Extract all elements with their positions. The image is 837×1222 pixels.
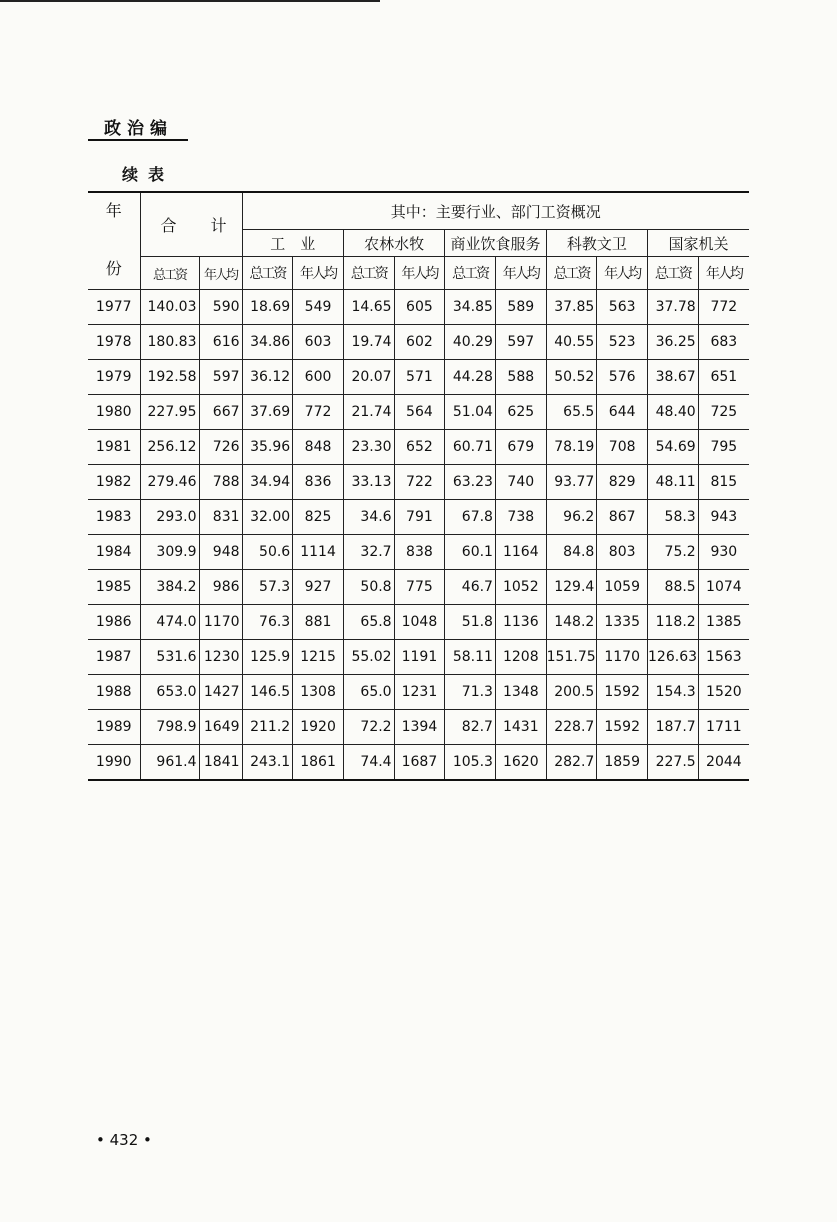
table-row	[88, 290, 749, 325]
value-cell: 772	[293, 395, 344, 430]
value-cell: 791	[394, 500, 445, 535]
value-cell: 293.0	[140, 500, 199, 535]
value-cell: 930	[698, 535, 749, 570]
value-cell: 129.4	[546, 570, 597, 605]
value-cell: 798.9	[140, 710, 199, 745]
value-cell: 21.74	[343, 395, 394, 430]
value-cell: 829	[597, 465, 648, 500]
year-cell: 1981	[88, 430, 140, 465]
value-cell: 65.5	[546, 395, 597, 430]
value-cell: 589	[495, 290, 546, 325]
value-cell: 256.12	[140, 430, 199, 465]
value-cell: 651	[698, 360, 749, 395]
value-cell: 600	[293, 360, 344, 395]
value-cell: 37.78	[648, 290, 699, 325]
year-cell: 1988	[88, 675, 140, 710]
value-cell: 180.83	[140, 325, 199, 360]
value-cell: 18.69	[242, 290, 293, 325]
sub-header-per-capita: 年人均	[495, 257, 546, 290]
sub-header-total-wage: 总工资	[546, 257, 597, 290]
table-row	[88, 710, 749, 745]
value-cell: 118.2	[648, 605, 699, 640]
value-cell: 563	[597, 290, 648, 325]
value-cell: 597	[199, 360, 242, 395]
page-number: • 432 •	[96, 1131, 152, 1149]
table-row	[88, 535, 749, 570]
value-cell: 597	[495, 325, 546, 360]
top-rule	[0, 0, 380, 2]
value-cell: 1230	[199, 640, 242, 675]
value-cell: 93.77	[546, 465, 597, 500]
value-cell: 1048	[394, 605, 445, 640]
year-cell: 1984	[88, 535, 140, 570]
value-cell: 36.25	[648, 325, 699, 360]
value-cell: 1052	[495, 570, 546, 605]
value-cell: 38.67	[648, 360, 699, 395]
group-header-commerce: 商业饮食服务	[445, 230, 546, 257]
value-cell: 943	[698, 500, 749, 535]
value-cell: 549	[293, 290, 344, 325]
value-cell: 126.63	[648, 640, 699, 675]
value-cell: 1136	[495, 605, 546, 640]
value-cell: 795	[698, 430, 749, 465]
value-cell: 78.19	[546, 430, 597, 465]
value-cell: 867	[597, 500, 648, 535]
value-cell: 772	[698, 290, 749, 325]
value-cell: 1861	[293, 745, 344, 781]
value-cell: 279.46	[140, 465, 199, 500]
value-cell: 1394	[394, 710, 445, 745]
year-cell: 1985	[88, 570, 140, 605]
value-cell: 961.4	[140, 745, 199, 781]
value-cell: 148.2	[546, 605, 597, 640]
value-cell: 576	[597, 360, 648, 395]
value-cell: 51.8	[445, 605, 496, 640]
value-cell: 82.7	[445, 710, 496, 745]
value-cell: 55.02	[343, 640, 394, 675]
value-cell: 140.03	[140, 290, 199, 325]
value-cell: 192.58	[140, 360, 199, 395]
value-cell: 531.6	[140, 640, 199, 675]
year-cell: 1979	[88, 360, 140, 395]
value-cell: 228.7	[546, 710, 597, 745]
sub-header-total-wage: 总工资	[140, 257, 199, 290]
value-cell: 1164	[495, 535, 546, 570]
value-cell: 146.5	[242, 675, 293, 710]
value-cell: 1215	[293, 640, 344, 675]
table-row	[88, 640, 749, 675]
value-cell: 34.86	[242, 325, 293, 360]
value-cell: 1520	[698, 675, 749, 710]
value-cell: 74.4	[343, 745, 394, 781]
table-row	[88, 570, 749, 605]
value-cell: 65.0	[343, 675, 394, 710]
value-cell: 831	[199, 500, 242, 535]
sub-header-per-capita: 年人均	[597, 257, 648, 290]
value-cell: 71.3	[445, 675, 496, 710]
value-cell: 708	[597, 430, 648, 465]
value-cell: 1687	[394, 745, 445, 781]
value-cell: 125.9	[242, 640, 293, 675]
value-cell: 1335	[597, 605, 648, 640]
value-cell: 1620	[495, 745, 546, 781]
value-cell: 65.8	[343, 605, 394, 640]
value-cell: 825	[293, 500, 344, 535]
value-cell: 523	[597, 325, 648, 360]
value-cell: 1191	[394, 640, 445, 675]
total-group-header: 合计	[140, 192, 242, 257]
year-cell: 1977	[88, 290, 140, 325]
group-header-government: 国家机关	[648, 230, 749, 257]
value-cell: 1231	[394, 675, 445, 710]
table-row	[88, 395, 749, 430]
year-cell: 1980	[88, 395, 140, 430]
value-cell: 788	[199, 465, 242, 500]
value-cell: 75.2	[648, 535, 699, 570]
value-cell: 211.2	[242, 710, 293, 745]
value-cell: 1711	[698, 710, 749, 745]
value-cell: 602	[394, 325, 445, 360]
value-cell: 384.2	[140, 570, 199, 605]
sub-header-total-wage: 总工资	[445, 257, 496, 290]
value-cell: 652	[394, 430, 445, 465]
value-cell: 725	[698, 395, 749, 430]
value-cell: 1592	[597, 675, 648, 710]
value-cell: 36.12	[242, 360, 293, 395]
value-cell: 1431	[495, 710, 546, 745]
year-cell: 1987	[88, 640, 140, 675]
value-cell: 603	[293, 325, 344, 360]
value-cell: 37.85	[546, 290, 597, 325]
sub-header-per-capita: 年人均	[394, 257, 445, 290]
value-cell: 1114	[293, 535, 344, 570]
value-cell: 282.7	[546, 745, 597, 781]
value-cell: 667	[199, 395, 242, 430]
value-cell: 72.2	[343, 710, 394, 745]
section-title: 政治编	[104, 119, 173, 139]
value-cell: 34.6	[343, 500, 394, 535]
value-cell: 683	[698, 325, 749, 360]
value-cell: 48.11	[648, 465, 699, 500]
value-cell: 37.69	[242, 395, 293, 430]
value-cell: 243.1	[242, 745, 293, 781]
value-cell: 571	[394, 360, 445, 395]
value-cell: 564	[394, 395, 445, 430]
value-cell: 32.7	[343, 535, 394, 570]
value-cell: 60.1	[445, 535, 496, 570]
year-cell: 1986	[88, 605, 140, 640]
value-cell: 927	[293, 570, 344, 605]
value-cell: 63.23	[445, 465, 496, 500]
value-cell: 738	[495, 500, 546, 535]
table-row	[88, 675, 749, 710]
value-cell: 1563	[698, 640, 749, 675]
value-cell: 227.5	[648, 745, 699, 781]
value-cell: 881	[293, 605, 344, 640]
value-cell: 836	[293, 465, 344, 500]
year-cell: 1990	[88, 745, 140, 781]
value-cell: 625	[495, 395, 546, 430]
section-title-underline	[88, 139, 188, 141]
table-row	[88, 500, 749, 535]
sub-header-total-wage: 总工资	[242, 257, 293, 290]
table-body	[88, 290, 749, 781]
table-row	[88, 465, 749, 500]
value-cell: 200.5	[546, 675, 597, 710]
value-cell: 848	[293, 430, 344, 465]
value-cell: 1074	[698, 570, 749, 605]
value-cell: 33.13	[343, 465, 394, 500]
value-cell: 1649	[199, 710, 242, 745]
wage-table	[88, 191, 749, 781]
value-cell: 838	[394, 535, 445, 570]
value-cell: 644	[597, 395, 648, 430]
group-header-agriculture: 农林水牧	[343, 230, 444, 257]
value-cell: 1208	[495, 640, 546, 675]
continued-label: 续表	[122, 165, 175, 184]
value-cell: 474.0	[140, 605, 199, 640]
value-cell: 67.8	[445, 500, 496, 535]
value-cell: 151.75	[546, 640, 597, 675]
value-cell: 48.40	[648, 395, 699, 430]
value-cell: 57.3	[242, 570, 293, 605]
value-cell: 50.52	[546, 360, 597, 395]
value-cell: 726	[199, 430, 242, 465]
value-cell: 1859	[597, 745, 648, 781]
value-cell: 84.8	[546, 535, 597, 570]
table-row	[88, 325, 749, 360]
sector-overview-header: 其中：主要行业、部门工资概况	[242, 192, 749, 230]
value-cell: 34.94	[242, 465, 293, 500]
value-cell: 50.6	[242, 535, 293, 570]
value-cell: 40.29	[445, 325, 496, 360]
value-cell: 986	[199, 570, 242, 605]
value-cell: 51.04	[445, 395, 496, 430]
sub-header-per-capita: 年人均	[293, 257, 344, 290]
value-cell: 1170	[597, 640, 648, 675]
value-cell: 309.9	[140, 535, 199, 570]
year-cell: 1978	[88, 325, 140, 360]
value-cell: 32.00	[242, 500, 293, 535]
value-cell: 34.85	[445, 290, 496, 325]
sub-header-per-capita: 年人均	[698, 257, 749, 290]
value-cell: 19.74	[343, 325, 394, 360]
value-cell: 722	[394, 465, 445, 500]
value-cell: 775	[394, 570, 445, 605]
value-cell: 54.69	[648, 430, 699, 465]
sub-header-total-wage: 总工资	[648, 257, 699, 290]
value-cell: 58.11	[445, 640, 496, 675]
value-cell: 40.55	[546, 325, 597, 360]
group-header-education: 科教文卫	[546, 230, 647, 257]
value-cell: 1170	[199, 605, 242, 640]
value-cell: 740	[495, 465, 546, 500]
value-cell: 154.3	[648, 675, 699, 710]
value-cell: 1308	[293, 675, 344, 710]
value-cell: 14.65	[343, 290, 394, 325]
year-header-bottom: 份	[105, 259, 122, 278]
value-cell: 46.7	[445, 570, 496, 605]
value-cell: 1427	[199, 675, 242, 710]
value-cell: 1592	[597, 710, 648, 745]
value-cell: 1920	[293, 710, 344, 745]
value-cell: 1348	[495, 675, 546, 710]
value-cell: 44.28	[445, 360, 496, 395]
value-cell: 76.3	[242, 605, 293, 640]
sub-header-total-wage: 总工资	[343, 257, 394, 290]
value-cell: 105.3	[445, 745, 496, 781]
value-cell: 20.07	[343, 360, 394, 395]
value-cell: 679	[495, 430, 546, 465]
year-header-top: 年	[105, 201, 122, 220]
value-cell: 2044	[698, 745, 749, 781]
value-cell: 23.30	[343, 430, 394, 465]
sub-header-per-capita: 年人均	[199, 257, 242, 290]
value-cell: 227.95	[140, 395, 199, 430]
table-row	[88, 605, 749, 640]
table-row	[88, 430, 749, 465]
table-row	[88, 360, 749, 395]
value-cell: 1059	[597, 570, 648, 605]
value-cell: 1841	[199, 745, 242, 781]
year-header	[88, 192, 140, 290]
value-cell: 60.71	[445, 430, 496, 465]
value-cell: 88.5	[648, 570, 699, 605]
value-cell: 948	[199, 535, 242, 570]
group-header-industry: 工 业	[242, 230, 343, 257]
table-row	[88, 745, 749, 781]
value-cell: 1385	[698, 605, 749, 640]
year-cell: 1982	[88, 465, 140, 500]
value-cell: 803	[597, 535, 648, 570]
value-cell: 605	[394, 290, 445, 325]
value-cell: 35.96	[242, 430, 293, 465]
value-cell: 616	[199, 325, 242, 360]
year-cell: 1983	[88, 500, 140, 535]
value-cell: 58.3	[648, 500, 699, 535]
value-cell: 588	[495, 360, 546, 395]
year-cell: 1989	[88, 710, 140, 745]
value-cell: 96.2	[546, 500, 597, 535]
value-cell: 50.8	[343, 570, 394, 605]
value-cell: 590	[199, 290, 242, 325]
value-cell: 653.0	[140, 675, 199, 710]
value-cell: 187.7	[648, 710, 699, 745]
value-cell: 815	[698, 465, 749, 500]
